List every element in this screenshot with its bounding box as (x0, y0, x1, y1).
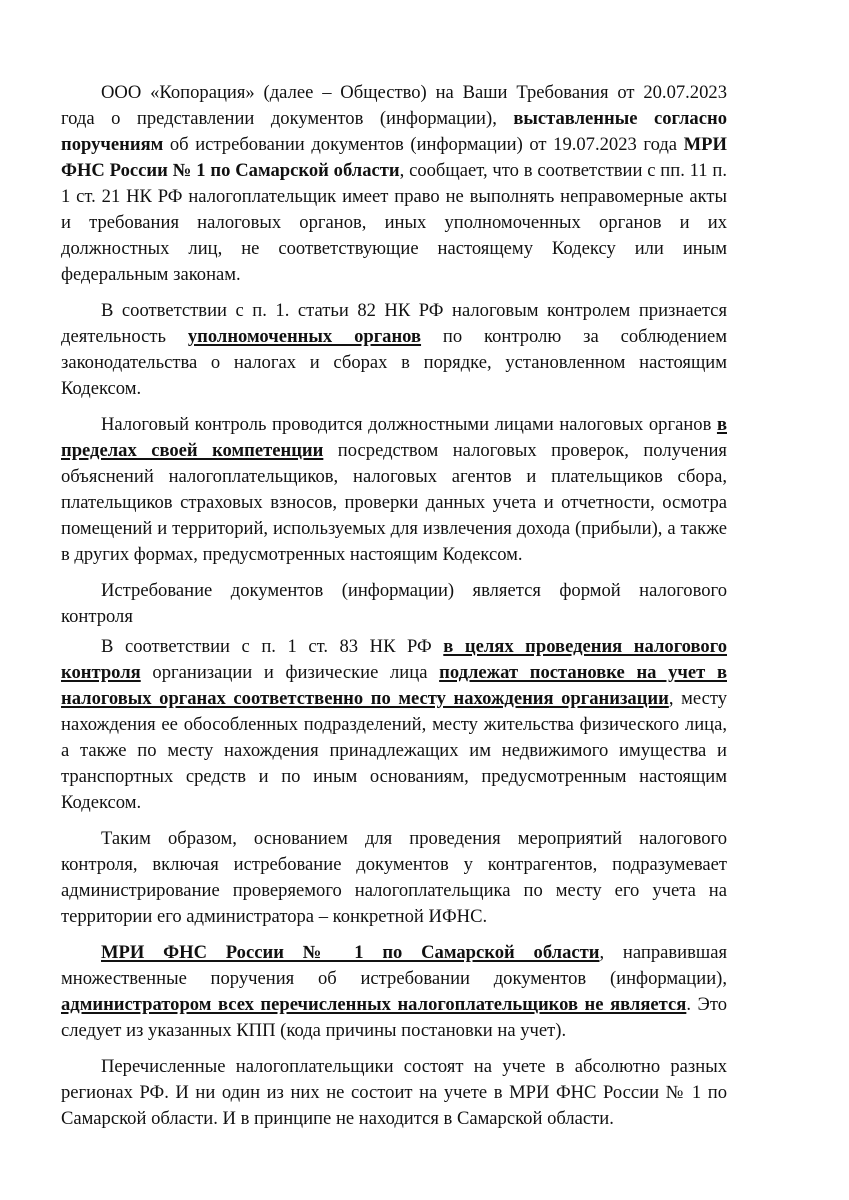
bold-underlined-phrase: в пределах своей компетенции (61, 414, 727, 461)
text-run: В соответствии с п. 1. статьи 82 НК РФ налоговым контролем признается деятельность (61, 300, 727, 347)
paragraph-5 (61, 634, 727, 816)
text-run: . Это следует из указанных КПП (кода причины постановки на учет). (61, 994, 727, 1041)
text-run: Перечисленные налогоплательщики состоят на учете в абсолютно разных регионах РФ. И ни один из них не состоит на учете в МРИ ФНС России № 1 по Самарской области. И в принципе не находится в Самарской области. (61, 1056, 727, 1129)
text-run: , месту нахождения ее обособленных подразделений, месту жительства физического лица, а также по месту нахождения принадлежащих им недвижимого имущества и транспортных средств и по иным основаниям, предусмотренным настоящим Кодексом. (61, 688, 727, 813)
text-run: по контролю за соблюдением законодательства о налогах и сборах в порядке, установленном настоящим Кодексом. (61, 326, 727, 399)
paragraph-3 (61, 412, 727, 568)
document-body (61, 80, 727, 1142)
paragraph-4 (61, 578, 727, 630)
bold-underlined-phrase: МРИ ФНС России № 1 по Самарской области (101, 942, 600, 963)
text-run: , направившая множественные поручения об истребовании документов (информации), (61, 942, 727, 989)
bold-phrase: выставленные согласно поручениям (61, 108, 727, 155)
paragraph-1 (61, 80, 727, 288)
text-run: В соответствии с п. 1 ст. 83 НК РФ (101, 636, 444, 657)
text-run: об истребовании документов (информации) от 19.07.2023 года (163, 134, 684, 155)
paragraph-6 (61, 826, 727, 930)
bold-underlined-phrase: администратором всех перечисленных налогоплательщиков не является (61, 994, 687, 1015)
paragraph-2 (61, 298, 727, 402)
paragraph-7 (61, 940, 727, 1044)
text-run: , сообщает, что в соответствии с пп. 11 п. 1 ст. 21 НК РФ налогоплательщик имеет право не выполнять неправомерные акты и требования налоговых органов, иных уполномоченных органов и их должностных лиц, не соответствующие настоящему Кодексу или иным федеральным законам. (61, 160, 727, 285)
text-run: посредством налоговых проверок, получения объяснений налогоплательщиков, налоговых агентов и плательщиков сбора, плательщиков страховых взносов, проверки данных учета и отчетности, осмотра помещений и территорий, используемых для извлечения дохода (прибыли), а также в других формах, предусмотренных настоящим Кодексом. (61, 440, 727, 565)
bold-underlined-phrase: уполномоченных органов (187, 326, 422, 347)
bold-phrase: МРИ ФНС России № 1 по Самарской области (61, 134, 727, 181)
text-run: Истребование документов (информации) является формой налогового контроля (61, 580, 727, 627)
text-run: ООО «Копорация» (далее – Общество) на Ваши Требования от 20.07.2023 года о представлении документов (информации), (61, 82, 727, 129)
text-run: организации и физические лица (140, 662, 440, 683)
paragraph-8 (61, 1054, 727, 1132)
bold-underlined-phrase: подлежат постановке на учет в налоговых органах соответственно по месту нахождения организации (61, 662, 727, 709)
text-run: Таким образом, основанием для проведения мероприятий налогового контроля, включая истребование документов у контрагентов, подразумевает администрирование проверяемого налогоплательщика по месту его учета на территории его администратора – конкретной ИФНС. (61, 828, 727, 927)
bold-underlined-phrase: в целях проведения налогового контроля (61, 636, 727, 683)
text-run: Налоговый контроль проводится должностными лицами налоговых органов (101, 414, 717, 435)
